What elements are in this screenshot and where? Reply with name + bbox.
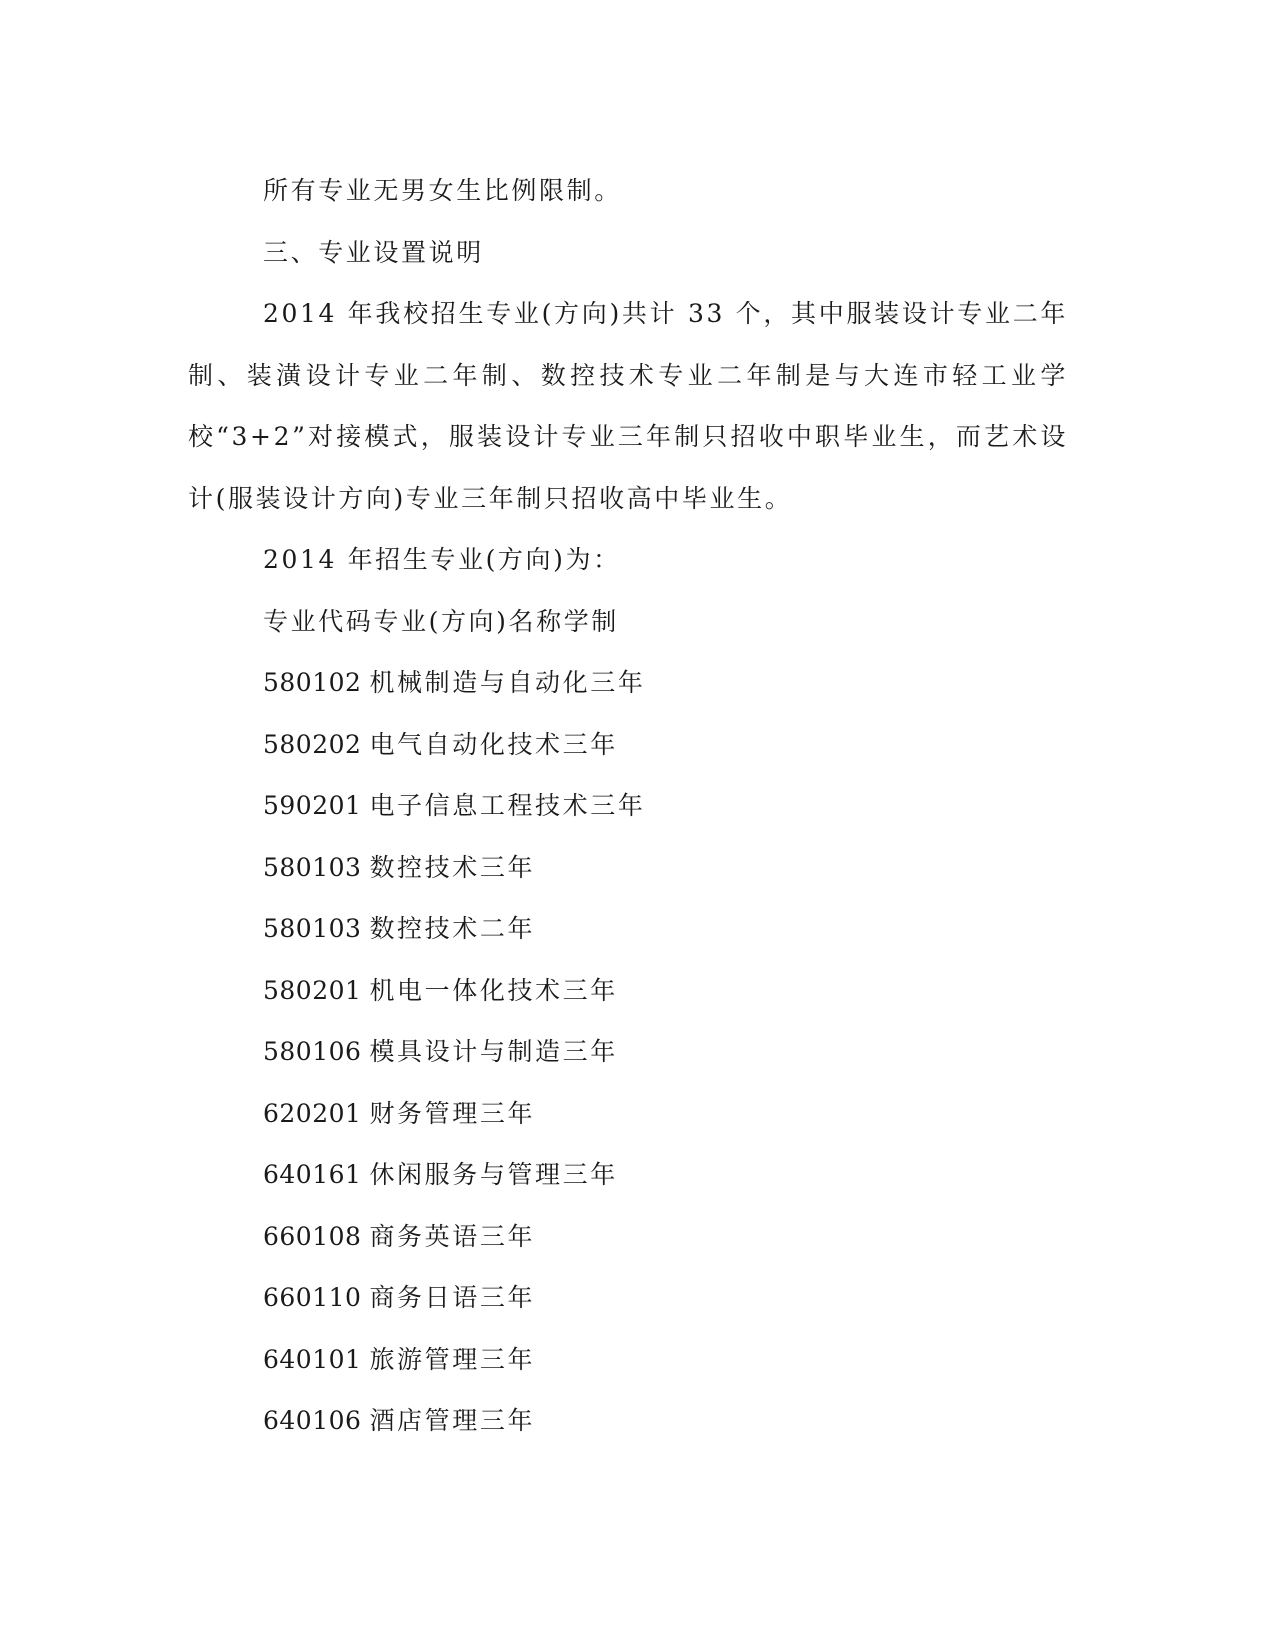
list-item xyxy=(188,652,1068,714)
major-code: 580201 xyxy=(263,975,362,1005)
major-name: 电子信息工程技术三年 xyxy=(369,791,646,820)
major-name: 数控技术三年 xyxy=(369,852,536,882)
major-name: 电气自动化技术三年 xyxy=(369,729,618,759)
intro-paragraph-line-4: 计(服装设计方向)专业三年制只招收高中毕业生。 xyxy=(188,483,793,513)
list-item xyxy=(188,1206,1068,1268)
major-name: 酒店管理三年 xyxy=(369,1406,536,1435)
major-code: 620201 xyxy=(263,1098,362,1128)
gender-ratio-note: 所有专业无男女生比例限制。 xyxy=(263,176,622,205)
list-item xyxy=(188,1021,1068,1083)
major-code: 580103 xyxy=(263,914,362,943)
major-name: 休闲服务与管理三年 xyxy=(369,1160,618,1189)
list-item xyxy=(188,1329,1068,1391)
major-code: 590201 xyxy=(263,791,362,820)
major-code: 580102 xyxy=(263,668,362,697)
major-name: 机电一体化技术三年 xyxy=(369,975,618,1005)
major-code: 640106 xyxy=(263,1406,362,1435)
major-name: 商务日语三年 xyxy=(369,1283,536,1312)
intro-paragraph-line-1: 2014 年我校招生专业(方向)共计 33 个，其中服装设计专业二年 xyxy=(263,299,1068,328)
intro-paragraph-line-2: 制、装潢设计专业二年制、数控技术专业二年制是与大连市轻工业学 xyxy=(188,360,1068,390)
major-code: 580202 xyxy=(263,729,362,759)
list-item xyxy=(188,837,1068,899)
major-name: 数控技术二年 xyxy=(369,914,536,943)
major-code: 660110 xyxy=(263,1283,362,1312)
list-item xyxy=(188,1144,1068,1206)
section-heading: 三、专业设置说明 xyxy=(263,237,484,267)
major-code: 640101 xyxy=(263,1344,362,1374)
list-item xyxy=(188,1267,1068,1329)
major-name: 商务英语三年 xyxy=(369,1221,536,1251)
major-name: 模具设计与制造三年 xyxy=(369,1037,618,1066)
list-item xyxy=(188,898,1068,960)
major-name: 财务管理三年 xyxy=(369,1098,536,1128)
major-list-intro: 2014 年招生专业(方向)为： xyxy=(263,545,621,574)
list-item xyxy=(188,714,1068,776)
major-code: 580106 xyxy=(263,1037,362,1066)
document-body xyxy=(188,160,1068,1452)
major-table-header: 专业代码专业(方向)名称学制 xyxy=(263,606,619,636)
list-item xyxy=(188,1390,1068,1452)
major-code: 660108 xyxy=(263,1221,362,1251)
major-name: 旅游管理三年 xyxy=(369,1344,536,1374)
list-item xyxy=(188,1083,1068,1145)
list-item xyxy=(188,775,1068,837)
major-code: 580103 xyxy=(263,852,362,882)
intro-paragraph-line-3: 校“3+2”对接模式，服装设计专业三年制只招收中职毕业生，而艺术设 xyxy=(188,422,1068,451)
major-code: 640161 xyxy=(263,1160,362,1189)
major-name: 机械制造与自动化三年 xyxy=(369,668,646,697)
list-item xyxy=(188,960,1068,1022)
major-list xyxy=(188,652,1068,1452)
